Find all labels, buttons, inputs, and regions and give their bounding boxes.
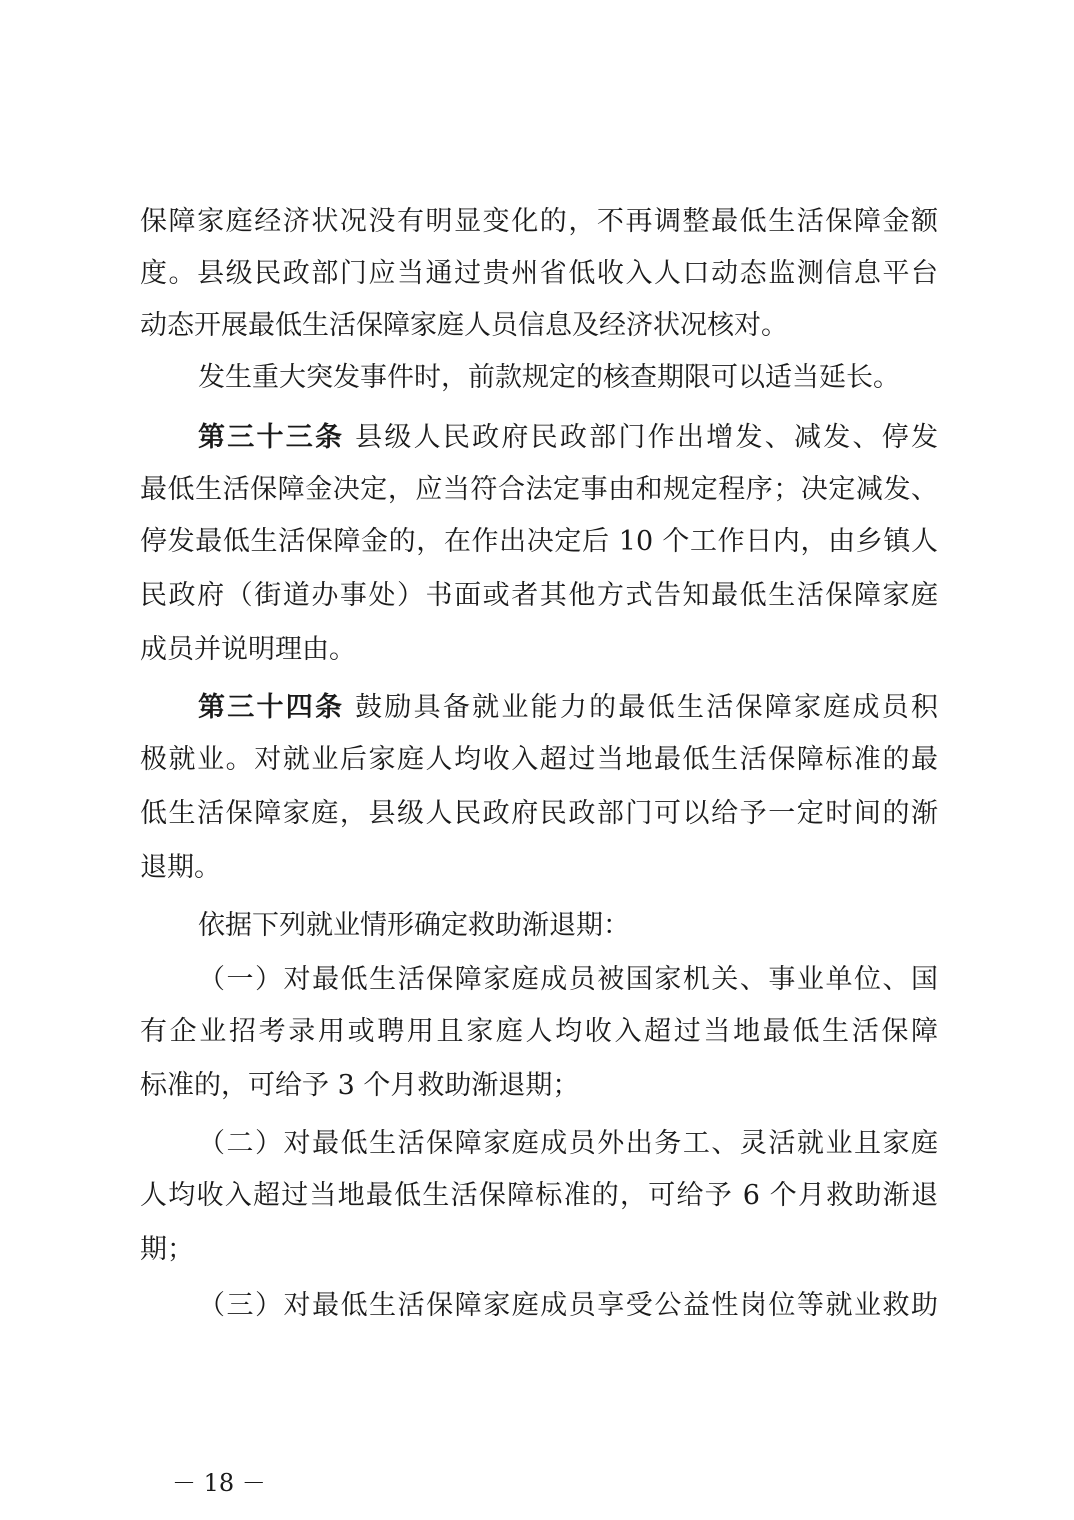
- text-line: （三）对最低生活保障家庭成员享受公益性岗位等就业救助: [198, 1290, 938, 1321]
- page-number: － 18 －: [172, 1469, 266, 1497]
- text-line: 停发最低生活保障金的，在作出决定后 10 个工作日内，由乡镇人: [140, 526, 938, 557]
- text-line: 退期。: [140, 852, 221, 883]
- text-line: 有企业招考录用或聘用且家庭人均收入超过当地最低生活保障: [140, 1016, 938, 1047]
- text-line: 动态开展最低生活保障家庭人员信息及经济状况核对。: [140, 310, 788, 341]
- text-line: 低生活保障家庭，县级人民政府民政部门可以给予一定时间的渐: [140, 798, 938, 829]
- text-line: 最低生活保障金决定，应当符合法定事由和规定程序；决定减发、: [140, 474, 938, 505]
- text-line: 标准的，可给予 3 个月救助渐退期；: [140, 1070, 580, 1101]
- text-line: 度。县级民政部门应当通过贵州省低收入人口动态监测信息平台: [140, 258, 938, 289]
- article-34-heading-line: 第三十四条 鼓励具备就业能力的最低生活保障家庭成员积: [198, 692, 938, 723]
- text-line: 人均收入超过当地最低生活保障标准的，可给予 6 个月救助渐退: [140, 1180, 938, 1211]
- text-line: 依据下列就业情形确定救助渐退期：: [198, 910, 630, 941]
- article-number: 第三十三条: [198, 422, 345, 453]
- article-33-heading-line: 第三十三条 县级人民政府民政部门作出增发、减发、停发: [198, 422, 938, 453]
- text-line: （二）对最低生活保障家庭成员外出务工、灵活就业且家庭: [198, 1128, 938, 1159]
- text-line: 发生重大突发事件时，前款规定的核查期限可以适当延长。: [198, 362, 900, 393]
- text-line: 期；: [140, 1234, 194, 1265]
- text-line: 民政府（街道办事处）书面或者其他方式告知最低生活保障家庭: [140, 580, 938, 611]
- text-line: （一）对最低生活保障家庭成员被国家机关、事业单位、国: [198, 964, 938, 995]
- text-line: 保障家庭经济状况没有明显变化的，不再调整最低生活保障金额: [140, 206, 938, 237]
- text-line: 成员并说明理由。: [140, 634, 356, 665]
- article-number: 第三十四条: [198, 692, 345, 723]
- text-line: 极就业。对就业后家庭人均收入超过当地最低生活保障标准的最: [140, 744, 938, 775]
